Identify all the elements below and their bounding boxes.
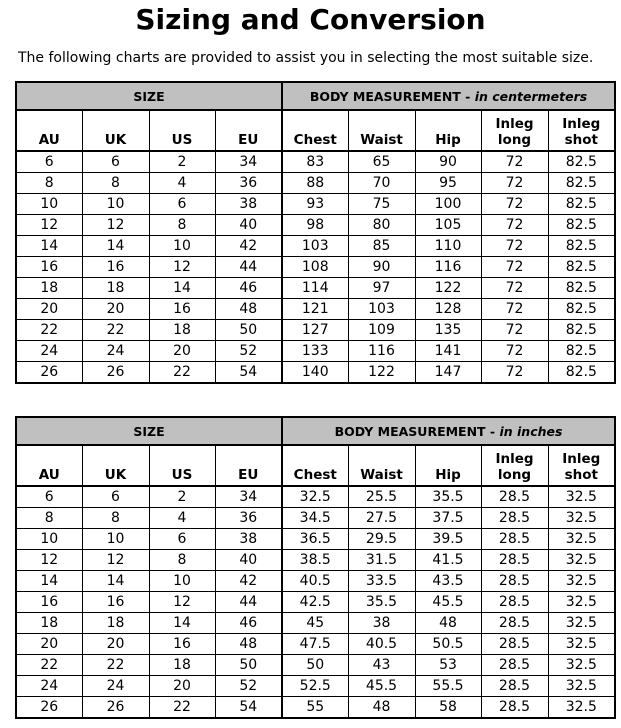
table-cell: 2	[149, 486, 215, 508]
table-row	[16, 362, 615, 384]
table-cell: 32.5	[548, 697, 615, 719]
table-row	[16, 257, 615, 278]
table-row	[16, 215, 615, 236]
table-cell: 24	[16, 676, 82, 697]
table-cell: 98	[282, 215, 348, 236]
table-row	[16, 655, 615, 676]
column-header-hip: Hip	[415, 445, 481, 486]
table-cell: 72	[481, 236, 548, 257]
column-header-inleg-long: Inleg long	[481, 110, 548, 151]
table-cell: 48	[215, 299, 282, 320]
table-cell: 82.5	[548, 299, 615, 320]
table-cell: 122	[348, 362, 415, 384]
table-cell: 28.5	[481, 571, 548, 592]
table-cell: 8	[82, 508, 149, 529]
table-cell: 34	[215, 486, 282, 508]
measurement-group-header: BODY MEASUREMENT - in centermeters	[282, 82, 615, 110]
table-cell: 110	[415, 236, 481, 257]
table-cell: 48	[215, 634, 282, 655]
table-row	[16, 341, 615, 362]
measurement-unit: in inches	[499, 423, 563, 439]
table-cell: 14	[82, 571, 149, 592]
table-cell: 22	[16, 655, 82, 676]
table-cell: 22	[82, 320, 149, 341]
table-cell: 24	[82, 341, 149, 362]
table-cell: 20	[16, 634, 82, 655]
table-cell: 116	[348, 341, 415, 362]
table-cell: 16	[82, 257, 149, 278]
table-cell: 12	[16, 550, 82, 571]
table-cell: 42.5	[282, 592, 348, 613]
table-cell: 52	[215, 676, 282, 697]
table-cell: 28.5	[481, 613, 548, 634]
measurement-unit: in centermeters	[474, 88, 588, 104]
table-cell: 40.5	[282, 571, 348, 592]
table-cell: 8	[149, 215, 215, 236]
table-cell: 58	[415, 697, 481, 719]
table-cell: 35.5	[348, 592, 415, 613]
table-cell: 32.5	[548, 571, 615, 592]
table-cell: 52	[215, 341, 282, 362]
table-cell: 20	[82, 299, 149, 320]
table-cell: 55.5	[415, 676, 481, 697]
table-cell: 72	[481, 341, 548, 362]
table-cell: 10	[149, 571, 215, 592]
table-cell: 133	[282, 341, 348, 362]
table-cell: 83	[282, 151, 348, 173]
table-cell: 14	[16, 571, 82, 592]
inch-size-table	[15, 416, 616, 719]
table-row	[16, 529, 615, 550]
table-cell: 14	[149, 613, 215, 634]
table-cell: 26	[16, 362, 82, 384]
table-cell: 40	[215, 550, 282, 571]
table-cell: 45	[282, 613, 348, 634]
table-cell: 55	[282, 697, 348, 719]
table-row	[16, 592, 615, 613]
table-cell: 28.5	[481, 676, 548, 697]
table-cell: 42	[215, 571, 282, 592]
measurement-group-header: BODY MEASUREMENT - in inches	[282, 417, 615, 445]
table-cell: 41.5	[415, 550, 481, 571]
table-cell: 72	[481, 299, 548, 320]
table-cell: 135	[415, 320, 481, 341]
table-cell: 32.5	[548, 634, 615, 655]
table-cell: 40	[215, 215, 282, 236]
table-cell: 72	[481, 151, 548, 173]
table-row	[16, 486, 615, 508]
table-cell: 46	[215, 613, 282, 634]
table-cell: 80	[348, 215, 415, 236]
table-cell: 36	[215, 508, 282, 529]
table-cell: 31.5	[348, 550, 415, 571]
column-header-eu: EU	[215, 445, 282, 486]
table-cell: 70	[348, 173, 415, 194]
table-cell: 6	[82, 486, 149, 508]
table-cell: 10	[16, 194, 82, 215]
table-cell: 16	[16, 257, 82, 278]
table-cell: 26	[16, 697, 82, 719]
table-row	[16, 550, 615, 571]
table-cell: 14	[16, 236, 82, 257]
table-cell: 28.5	[481, 592, 548, 613]
table-cell: 32.5	[548, 508, 615, 529]
table-cell: 82.5	[548, 236, 615, 257]
table-cell: 147	[415, 362, 481, 384]
column-header-us: US	[149, 110, 215, 151]
column-header-waist: Waist	[348, 445, 415, 486]
size-group-header: SIZE	[16, 82, 282, 110]
table-cell: 90	[348, 257, 415, 278]
table-cell: 72	[481, 278, 548, 299]
table-cell: 22	[149, 362, 215, 384]
table-cell: 82.5	[548, 194, 615, 215]
table-cell: 103	[282, 236, 348, 257]
table-cell: 12	[149, 592, 215, 613]
table-cell: 108	[282, 257, 348, 278]
table-cell: 32.5	[282, 486, 348, 508]
table-cell: 16	[149, 299, 215, 320]
table-cell: 37.5	[415, 508, 481, 529]
table-cell: 72	[481, 320, 548, 341]
table-cell: 38	[348, 613, 415, 634]
table-cell: 28.5	[481, 508, 548, 529]
table-cell: 122	[415, 278, 481, 299]
table-cell: 82.5	[548, 173, 615, 194]
table-cell: 82.5	[548, 151, 615, 173]
table-cell: 82.5	[548, 320, 615, 341]
table-row	[16, 508, 615, 529]
table-cell: 36	[215, 173, 282, 194]
table-cell: 93	[282, 194, 348, 215]
table-cell: 46	[215, 278, 282, 299]
column-header-au: AU	[16, 110, 82, 151]
table-cell: 28.5	[481, 486, 548, 508]
table-cell: 82.5	[548, 215, 615, 236]
table-cell: 72	[481, 173, 548, 194]
table-cell: 42	[215, 236, 282, 257]
table-cell: 24	[16, 341, 82, 362]
table-cell: 32.5	[548, 550, 615, 571]
table-cell: 16	[82, 592, 149, 613]
table-row	[16, 697, 615, 719]
table-cell: 90	[415, 151, 481, 173]
table-cell: 36.5	[282, 529, 348, 550]
table-cell: 12	[149, 257, 215, 278]
table-cell: 47.5	[282, 634, 348, 655]
table-cell: 33.5	[348, 571, 415, 592]
table-cell: 127	[282, 320, 348, 341]
table-cell: 22	[16, 320, 82, 341]
column-header-uk: UK	[82, 445, 149, 486]
column-header-uk: UK	[82, 110, 149, 151]
table-cell: 29.5	[348, 529, 415, 550]
table-cell: 43.5	[415, 571, 481, 592]
table-cell: 95	[415, 173, 481, 194]
column-header-waist: Waist	[348, 110, 415, 151]
table-row	[16, 151, 615, 173]
table-cell: 54	[215, 697, 282, 719]
table-cell: 10	[149, 236, 215, 257]
table-cell: 24	[82, 676, 149, 697]
column-header-hip: Hip	[415, 110, 481, 151]
table-cell: 54	[215, 362, 282, 384]
table-cell: 45.5	[415, 592, 481, 613]
table-row	[16, 320, 615, 341]
table-cell: 18	[16, 613, 82, 634]
table-cell: 6	[149, 194, 215, 215]
table-row	[16, 634, 615, 655]
table-cell: 50	[215, 655, 282, 676]
table-cell: 82.5	[548, 341, 615, 362]
table-cell: 14	[82, 236, 149, 257]
table-cell: 28.5	[481, 529, 548, 550]
table-cell: 82.5	[548, 257, 615, 278]
table-cell: 20	[16, 299, 82, 320]
table-cell: 28.5	[481, 697, 548, 719]
table-cell: 18	[16, 278, 82, 299]
table-cell: 6	[82, 151, 149, 173]
table-cell: 82.5	[548, 278, 615, 299]
table-cell: 34.5	[282, 508, 348, 529]
table-cell: 25.5	[348, 486, 415, 508]
table-cell: 121	[282, 299, 348, 320]
table-cell: 72	[481, 257, 548, 278]
table-cell: 114	[282, 278, 348, 299]
table-cell: 38	[215, 529, 282, 550]
table-cell: 75	[348, 194, 415, 215]
table-cell: 18	[82, 278, 149, 299]
table-cell: 10	[16, 529, 82, 550]
table-cell: 18	[82, 613, 149, 634]
table-cell: 140	[282, 362, 348, 384]
table-cell: 43	[348, 655, 415, 676]
table-cell: 32.5	[548, 655, 615, 676]
table-cell: 28.5	[481, 550, 548, 571]
table-cell: 22	[82, 655, 149, 676]
table-cell: 53	[415, 655, 481, 676]
column-header-chest: Chest	[282, 445, 348, 486]
table-cell: 12	[82, 215, 149, 236]
table-cell: 35.5	[415, 486, 481, 508]
table-cell: 85	[348, 236, 415, 257]
table-row	[16, 194, 615, 215]
table-cell: 20	[149, 341, 215, 362]
table-row	[16, 236, 615, 257]
table-cell: 40.5	[348, 634, 415, 655]
table-row	[16, 613, 615, 634]
table-cell: 38.5	[282, 550, 348, 571]
table-cell: 32.5	[548, 613, 615, 634]
table-cell: 4	[149, 508, 215, 529]
table-cell: 141	[415, 341, 481, 362]
centimeter-size-table	[15, 81, 616, 384]
table-row	[16, 299, 615, 320]
table-cell: 32.5	[548, 529, 615, 550]
table-cell: 28.5	[481, 655, 548, 676]
table-cell: 10	[82, 529, 149, 550]
table-cell: 34	[215, 151, 282, 173]
table-cell: 20	[82, 634, 149, 655]
column-header-chest: Chest	[282, 110, 348, 151]
table-cell: 38	[215, 194, 282, 215]
table-cell: 48	[415, 613, 481, 634]
column-header-au: AU	[16, 445, 82, 486]
table-cell: 97	[348, 278, 415, 299]
table-cell: 12	[16, 215, 82, 236]
table-cell: 6	[16, 151, 82, 173]
table-cell: 109	[348, 320, 415, 341]
table-cell: 88	[282, 173, 348, 194]
table-row	[16, 571, 615, 592]
table-cell: 26	[82, 362, 149, 384]
table-cell: 72	[481, 215, 548, 236]
table-cell: 26	[82, 697, 149, 719]
table-cell: 18	[149, 655, 215, 676]
table-cell: 52.5	[282, 676, 348, 697]
table-cell: 8	[16, 508, 82, 529]
column-header-inleg-shot: Inleg shot	[548, 445, 615, 486]
column-header-eu: EU	[215, 110, 282, 151]
table-cell: 32.5	[548, 676, 615, 697]
table-cell: 44	[215, 257, 282, 278]
table-cell: 2	[149, 151, 215, 173]
table-cell: 20	[149, 676, 215, 697]
table-cell: 50.5	[415, 634, 481, 655]
table-cell: 8	[149, 550, 215, 571]
table-cell: 72	[481, 194, 548, 215]
table-cell: 50	[282, 655, 348, 676]
table-row	[16, 278, 615, 299]
table-cell: 48	[348, 697, 415, 719]
table-cell: 8	[82, 173, 149, 194]
table-cell: 14	[149, 278, 215, 299]
table-cell: 27.5	[348, 508, 415, 529]
table-cell: 50	[215, 320, 282, 341]
column-header-inleg-shot: Inleg shot	[548, 110, 615, 151]
table-cell: 10	[82, 194, 149, 215]
table-cell: 128	[415, 299, 481, 320]
table-cell: 16	[149, 634, 215, 655]
size-group-header: SIZE	[16, 417, 282, 445]
table-cell: 105	[415, 215, 481, 236]
table-cell: 32.5	[548, 486, 615, 508]
table-cell: 39.5	[415, 529, 481, 550]
table-cell: 100	[415, 194, 481, 215]
table-cell: 32.5	[548, 592, 615, 613]
table-cell: 12	[82, 550, 149, 571]
table-cell: 8	[16, 173, 82, 194]
column-header-inleg-long: Inleg long	[481, 445, 548, 486]
table-cell: 65	[348, 151, 415, 173]
table-cell: 45.5	[348, 676, 415, 697]
table-cell: 4	[149, 173, 215, 194]
table-cell: 103	[348, 299, 415, 320]
table-cell: 6	[16, 486, 82, 508]
table-cell: 82.5	[548, 362, 615, 384]
table-cell: 16	[16, 592, 82, 613]
table-row	[16, 676, 615, 697]
table-cell: 22	[149, 697, 215, 719]
intro-text: The following charts are provided to assist you in selecting the most suitable size.	[18, 50, 594, 66]
table-cell: 44	[215, 592, 282, 613]
table-cell: 6	[149, 529, 215, 550]
table-cell: 28.5	[481, 634, 548, 655]
table-row	[16, 173, 615, 194]
table-cell: 116	[415, 257, 481, 278]
table-cell: 72	[481, 362, 548, 384]
page-title: Sizing and Conversion	[135, 3, 486, 36]
table-cell: 18	[149, 320, 215, 341]
column-header-us: US	[149, 445, 215, 486]
